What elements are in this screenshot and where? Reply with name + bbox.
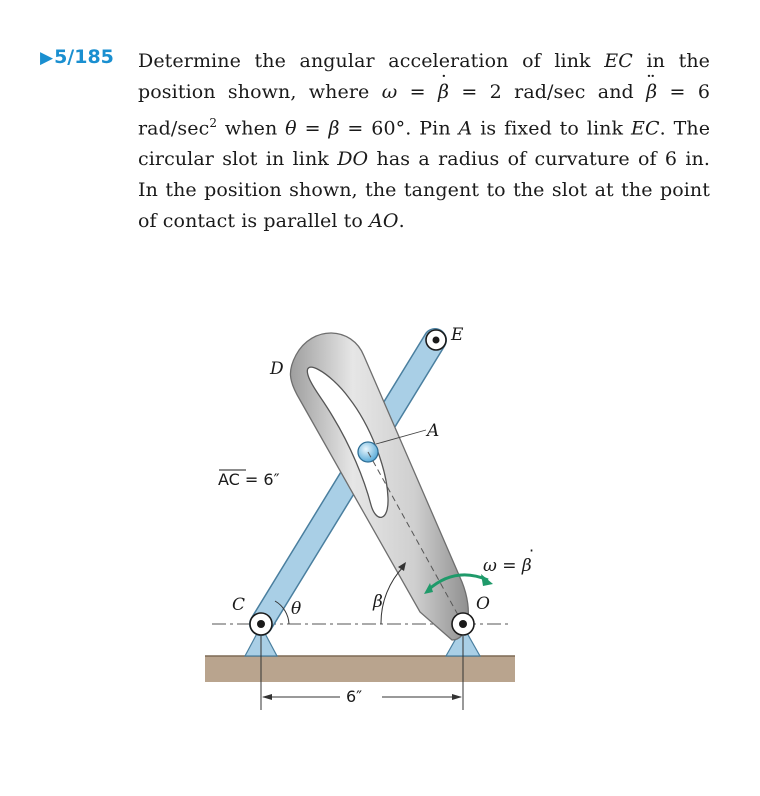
pin-e bbox=[426, 330, 446, 350]
dim-arrow-left-icon bbox=[262, 694, 272, 700]
label-a: A bbox=[427, 421, 440, 441]
label-omega: ω = β bbox=[483, 556, 532, 576]
label-c: C bbox=[232, 595, 246, 615]
label-d: D bbox=[270, 359, 284, 379]
dim-arrow-right-icon bbox=[452, 694, 462, 700]
pin-c bbox=[250, 613, 272, 635]
label-6in: 6″ bbox=[346, 687, 363, 706]
label-e: E bbox=[451, 325, 464, 345]
problem-text: Determine the angular acceleration of link EC in the position shown, where ω = · β = 2 rad/sec and ·· β = 6 rad/$\sec^2$ when θ = β = 60°. Pin A is fixed to link EC. The circular slot in link DO has a radius of curvature of 6 in. In the position shown, the tangent to the slot at the point of contact is parallel to AO. bbox=[138, 46, 710, 237]
label-o: O bbox=[476, 594, 490, 614]
triangle-marker-icon: ▶ bbox=[40, 48, 54, 68]
problem-number: ▶5/185 bbox=[40, 46, 114, 68]
label-beta: β bbox=[373, 592, 383, 612]
label-theta: θ bbox=[291, 599, 302, 619]
ground bbox=[205, 656, 515, 682]
label-ac: AC = 6″ bbox=[218, 470, 280, 489]
omega-beta-dot: · bbox=[529, 541, 535, 560]
pin-o bbox=[452, 613, 474, 635]
